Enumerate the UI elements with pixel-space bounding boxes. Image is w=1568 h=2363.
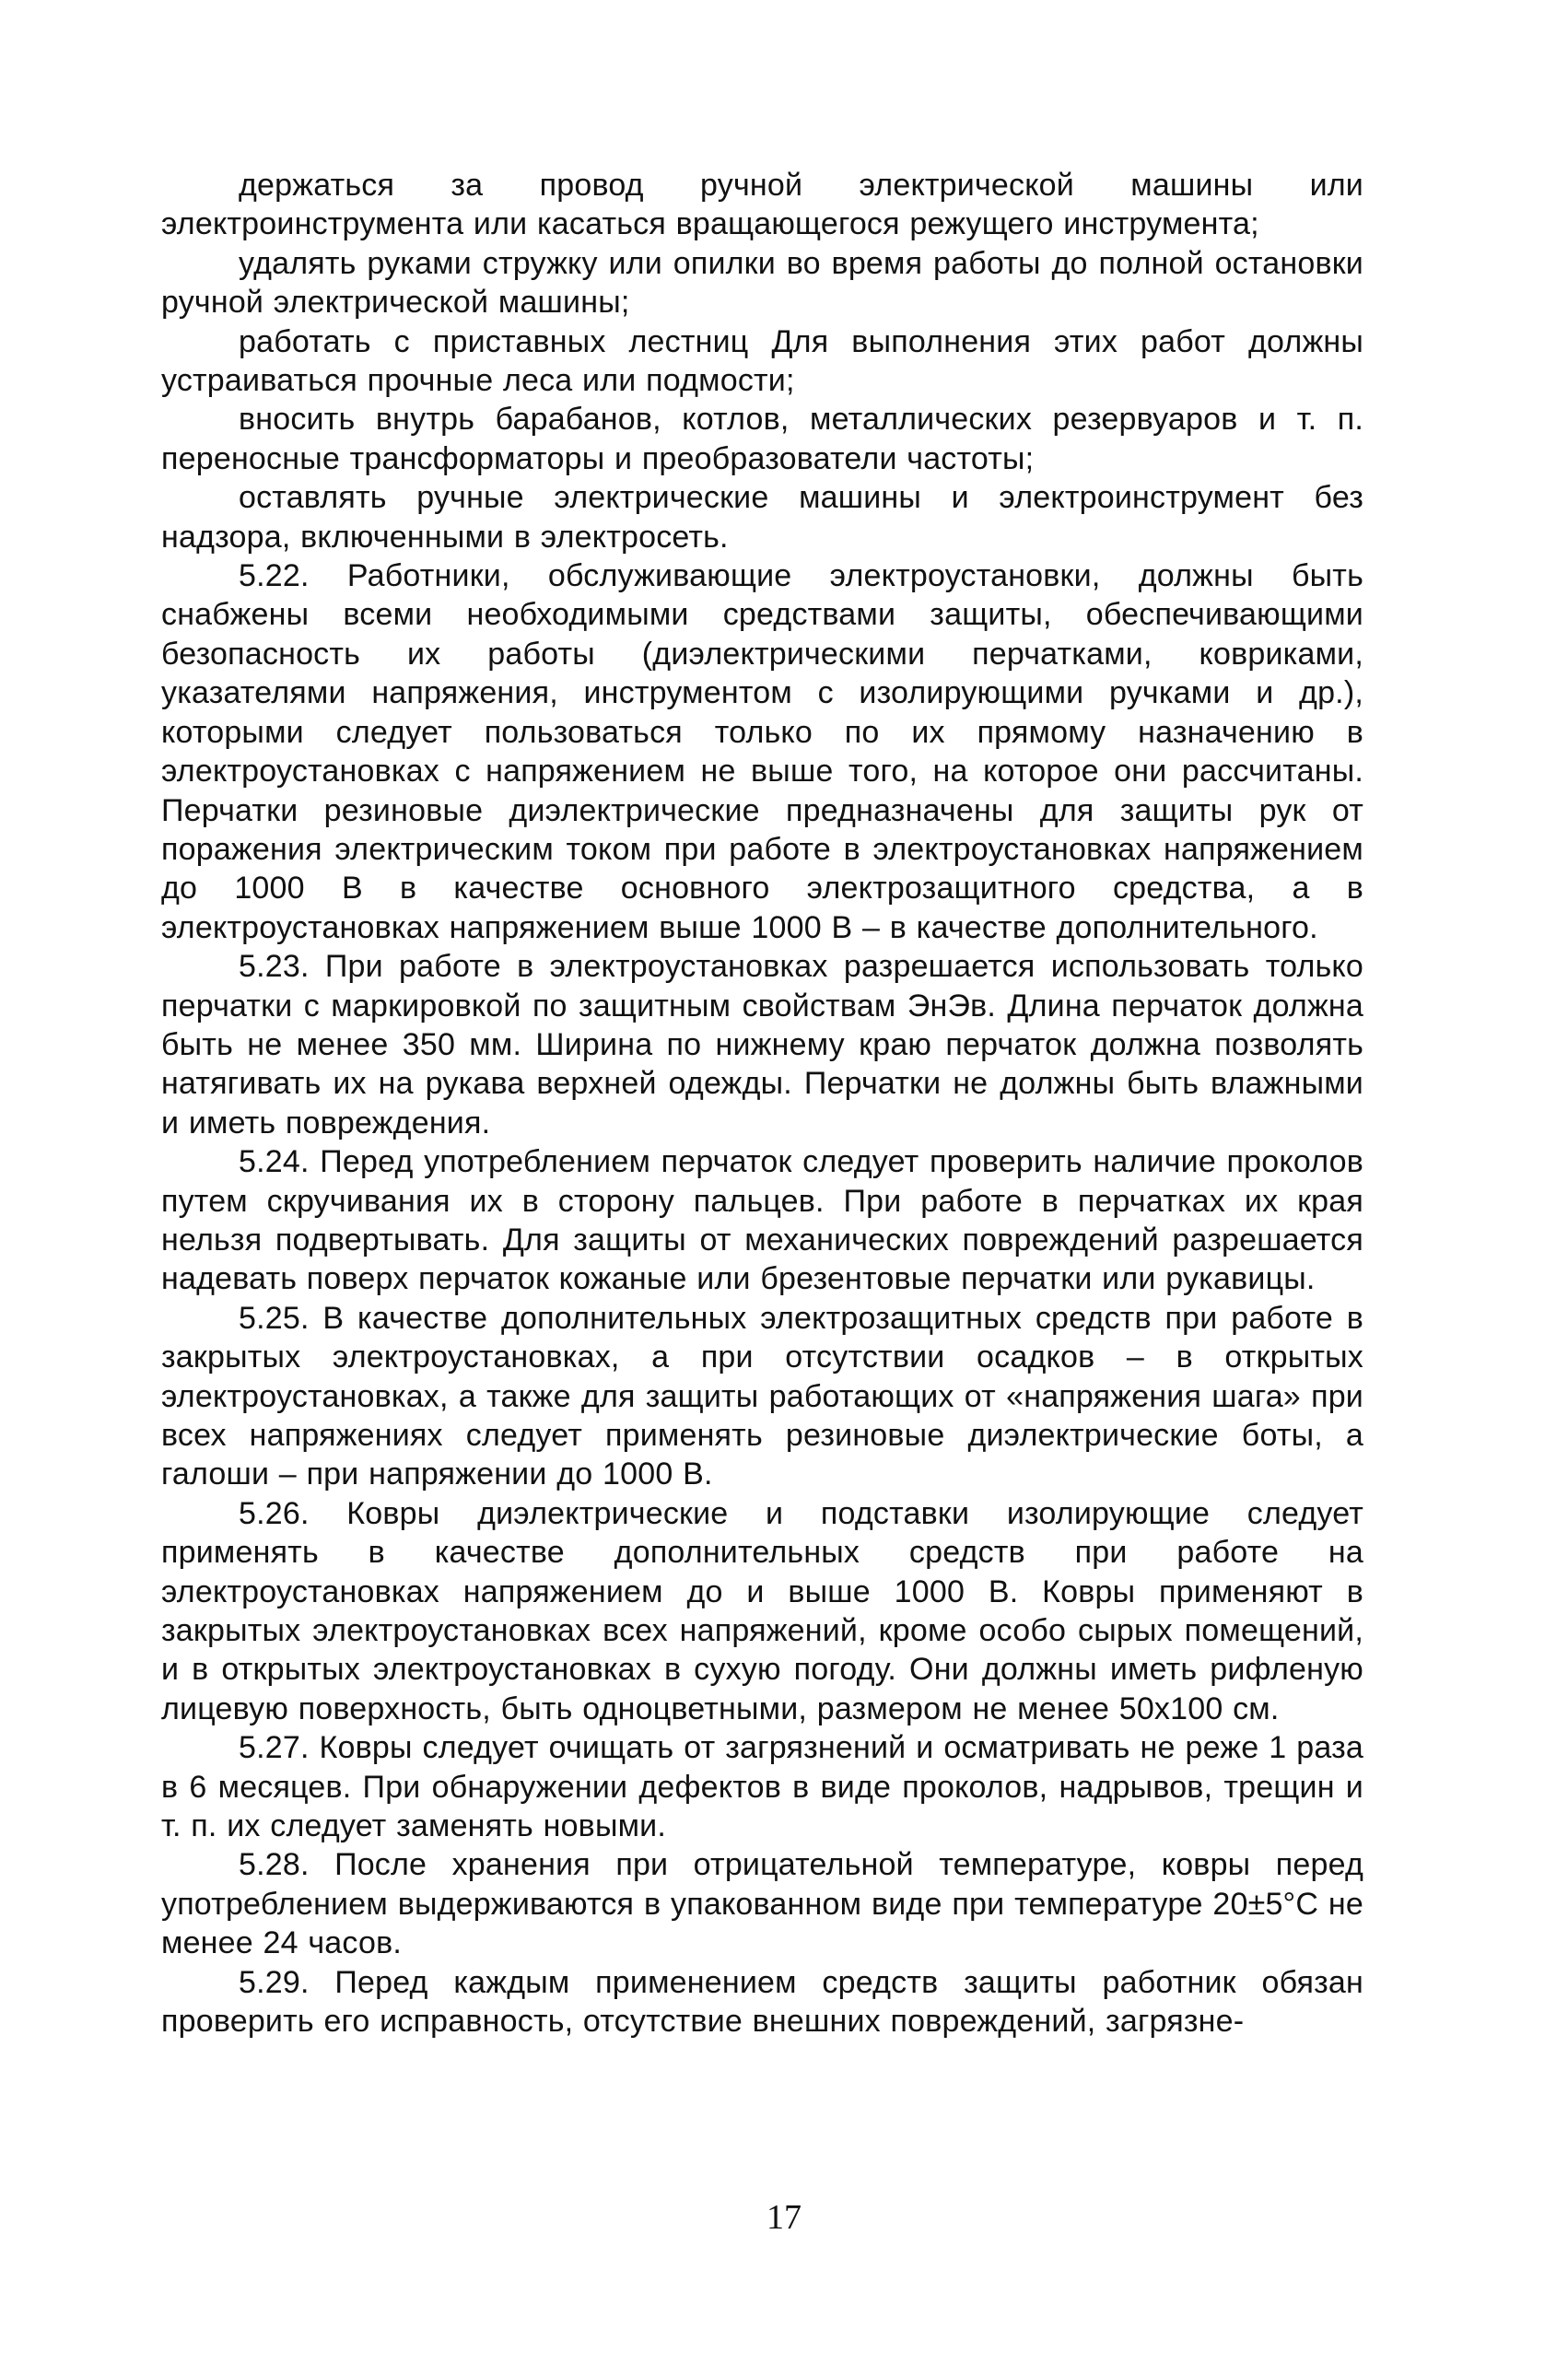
list-item-unattended-tools: оставлять ручные электрические машины и электроинструмент без надзора, включенными в электросеть. bbox=[161, 480, 1363, 555]
list-item-transformers: вносить внутрь барабанов, котлов, металлических резервуаров и т. п. переносные трансформаторы и преобразователи частоты; bbox=[161, 402, 1363, 476]
page-number: 17 bbox=[766, 2198, 802, 2237]
paragraph-5-24: 5.24. Перед употреблением перчаток следует проверить наличие проколов путем скручивания их в сторону пальцев. При работе в перчатках их края нельзя подвертывать. Для защиты от механических повреждений разрешается надевать поверх перчаток кожаные или брезентовые перчатки или рукавицы. bbox=[161, 1144, 1363, 1297]
paragraph-5-23: 5.23. При работе в электроустановках разрешается использовать только перчатки с маркировкой по защитным свойствам ЭнЭв. Длина перчаток должна быть не менее 350 мм. Ширина по нижнему краю перчаток должна позволять натягивать их на рукава верхней одежды. Перчатки не должны быть влажными и иметь повреждения. bbox=[161, 949, 1363, 1141]
list-item-remove-shavings: удалять руками стружку или опилки во время работы до полной остановки ручной электрической машины; bbox=[161, 245, 1363, 321]
document-body bbox=[161, 166, 1363, 2041]
paragraph-5-26: 5.26. Ковры диэлектрические и подставки изолирующие следует применять в качестве дополнительных средств при работе на электроустановках напряжением до и выше 1000 В. Ковры применяют в закрытых электроустановках всех напряжений, кроме особо сырых помещений, и в открытых электроустановках в сухую погоду. Они должны иметь рифленую лицевую поверхность, быть одноцветными, размером не менее 50х100 см. bbox=[161, 1495, 1363, 1726]
paragraph-5-22: 5.22. Работники, обслуживающие электроустановки, должны быть снабжены всеми необходимыми средствами защиты, обеспечивающими безопасность их работы (диэлектрическими перчатками, ковриками, указателями напряжения, инструментом с изолирующими ручками и др.), которыми следует пользоваться только по их прямому назначению в электроустановках с напряжением не выше того, на которое они рассчитаны. Перчатки резиновые диэлектрические предназначены для защиты рук от поражения электрическим током при работе в электроустановках напряжением до 1000 В в качестве основного электрозащитного средства, а в электроустановках напряжением выше 1000 В – в качестве дополнительного. bbox=[161, 558, 1363, 945]
list-item-hold-wire: держаться за провод ручной электрической машины или электроинструмента или касаться вращающегося режущего инструмента; bbox=[161, 168, 1363, 242]
paragraph-5-25: 5.25. В качестве дополнительных электрозащитных средств при работе в закрытых электроустановках, а при отсутствии осадков – в открытых электроустановках, а также для защиты работающих от «напряжения шага» при всех напряжениях следует применять резиновые диэлектрические боты, а галоши – при напряжении до 1000 В. bbox=[161, 1300, 1363, 1492]
list-item-ladders: работать с приставных лестниц Для выполнения этих работ должны устраиваться прочные леса или подмости; bbox=[161, 323, 1363, 399]
paragraph-5-29: 5.29. Перед каждым применением средств защиты работник обязан проверить его исправность, отсутствие внешних повреждений, загрязне- bbox=[161, 1964, 1363, 2040]
paragraph-5-28: 5.28. После хранения при отрицательной температуре, ковры перед употреблением выдерживаются в упакованном виде при температуре 20±5°С не менее 24 часов. bbox=[161, 1847, 1363, 1961]
paragraph-5-27: 5.27. Ковры следует очищать от загрязнений и осматривать не реже 1 раза в 6 месяцев. При обнаружении дефектов в виде проколов, надрывов, трещин и т. п. их следует заменять новыми. bbox=[161, 1730, 1363, 1844]
